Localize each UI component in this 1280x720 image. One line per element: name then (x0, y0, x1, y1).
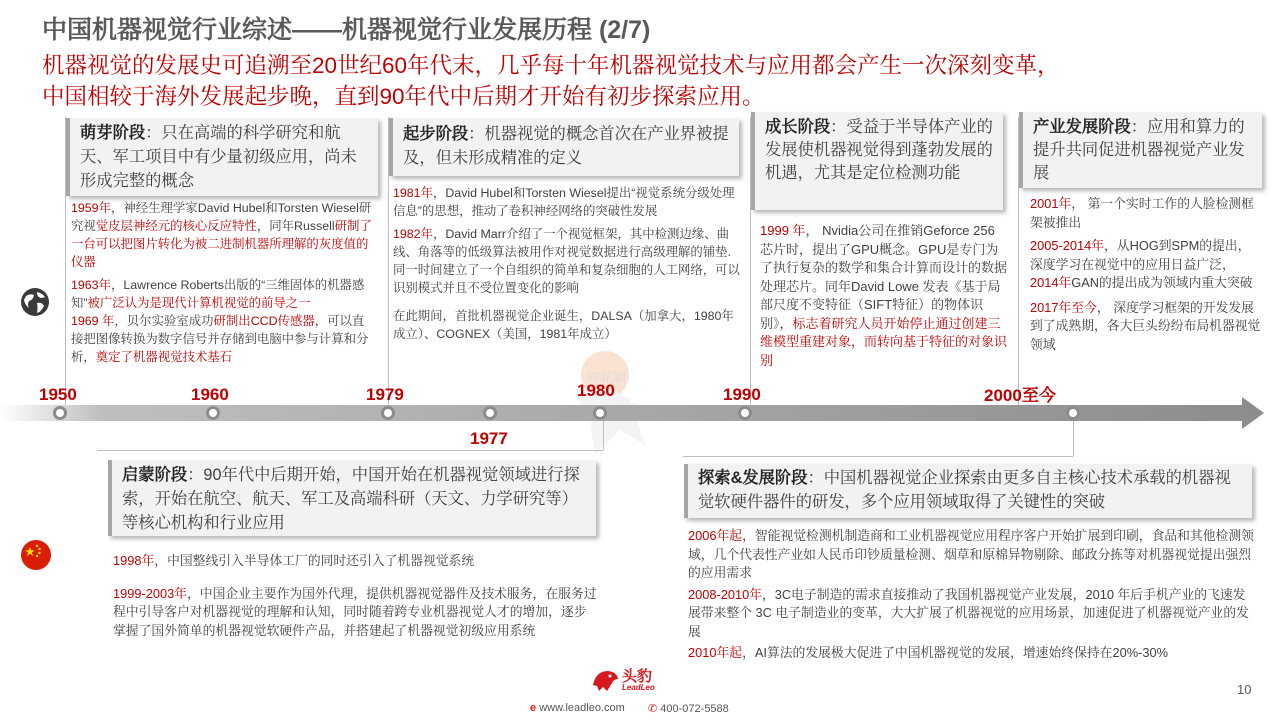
connector-line (97, 450, 603, 451)
event-2005: 2005-2014年，从HOG到SPM的提出，深度学习在视觉中的应用日益广泛，2014年GAN的提出成为领域内重大突破 (1030, 238, 1253, 290)
globe-icon (20, 287, 50, 317)
brand-name-en: LeadLeo (622, 683, 655, 692)
stage-name: 产业发展阶段 (1033, 118, 1131, 136)
timeline-dot-1979 (381, 406, 395, 420)
stage-desc: ：只在高端的科学研究和航天、军工项目中有少量初级应用，尚未形成完整的概念 (80, 124, 357, 190)
subtitle-line-2: 中国相较于海外发展起步晚，直到90年代中后期才开始有初步探索应用。 (42, 84, 765, 109)
event-2006: 2006年起，智能视觉检测机制造商和工业机器视觉应用程序客户开始扩展到印刷，食品和其他检测领域，几个代表性产业如人民币印钞质量检测、烟草和原棉异物剔除、邮政分拣等对机器视觉提出强烈的应用需求 (688, 528, 1254, 580)
web-icon: e (530, 702, 537, 714)
stage-name: 探索&发展阶段 (698, 469, 808, 487)
event-1982: 1982年，David Marr介绍了一个视觉框架，其中检测边缘、曲线、角落等的低级算法被用作对视觉数据进行高级理解的铺垫.同一时间建立了一个自组织的简单和复杂细胞的人工网络，可以识别模式并且不受位置变化的影响 (393, 227, 740, 295)
timeline-dot-2000 (1066, 406, 1080, 420)
event-2001: 2001年， 第一个实时工作的人脸检测框架被推出 (1030, 196, 1254, 230)
website-link[interactable]: e www.leadleo.com (530, 702, 625, 714)
stage-desc: ：受益于半导体产业的发展使机器视觉得到蓬勃发展的机遇，尤其是定位检测功能 (765, 118, 993, 182)
stage-box-exploration (684, 464, 1252, 518)
stage-box-industry (1019, 112, 1262, 188)
events-growth (760, 222, 1007, 370)
china-flag-icon (20, 539, 52, 571)
phone-icon: ✆ (648, 703, 658, 715)
event-2017: 2017年至今， 深度学习框架的开发发展到了成熟期，各大巨头纷纷布局机器视觉领域 (1030, 299, 1261, 352)
timeline-dot-1977 (483, 406, 497, 420)
leadleo-logo (590, 665, 700, 695)
event-first-companies: 在此期间，首批机器视觉企业诞生，DALSA（加拿大，1980年成立）、COGNEX（美国，1981年成立） (393, 309, 734, 341)
stage-desc: ：机器视觉的概念首次在产业界被提及，但未形成精准的定义 (403, 125, 729, 167)
events-enlightenment (113, 552, 598, 640)
subtitle-line-1: 机器视觉的发展史可追溯至20世纪60年代末，几乎每十年机器视觉技术与应用都会产生一次深刻变革， (42, 53, 1060, 78)
stage-box-starting (389, 118, 739, 176)
events-exploration (688, 527, 1254, 663)
stage-box-growth (751, 112, 1003, 210)
event-1981: 1981年，David Hubel和Torsten Wiesel提出“视觉系统分级处理信息”的思想，推动了卷积神经网络的突破性发展 (393, 186, 735, 218)
event-1998: 1998年，中国整线引入半导体工厂的同时还引入了机器视觉系统 (113, 553, 475, 568)
year-label-1960: 1960 (191, 385, 229, 404)
stage-box-budding (66, 118, 378, 196)
event-1999: 1999 年， Nvidia公司在推销Geforce 256芯片时，提出了GPU概念。GPU是专门为了执行复杂的数学和集合计算而设计的数据处理芯片。同年David Lowe 发表《基于局部尺度不变特征（SIFT特征）的物体识别》，标志着研究人员开始停止通过创建三维模型重建对象，而转向基于特征的对象识别 (760, 223, 1008, 368)
event-1969: 1969 年，贝尔实验室成功研制出CCD传感器，可以直接把图像转换为数字信号并存储到电脑中参与计算和分析，奠定了机器视觉技术基石 (71, 314, 369, 364)
year-label-1990: 1990 (723, 385, 761, 404)
event-2010: 2010年起，AI算法的发展极大促进了中国机器视觉的发展，增速始终保持在20%-30% (688, 645, 1168, 660)
events-industry (1030, 195, 1262, 354)
events-budding (71, 199, 376, 366)
stage-name: 起步阶段 (403, 125, 469, 143)
timeline-dot-1990 (738, 406, 752, 420)
page-subtitle (42, 50, 1060, 112)
stage-name: 萌芽阶段 (80, 124, 146, 142)
stage-name: 启蒙阶段 (122, 466, 188, 484)
timeline-dot-1960 (206, 406, 220, 420)
watermark-text-1: 同花顺 (587, 370, 627, 385)
leopard-logo-icon (590, 665, 620, 693)
year-label-1979: 1979 (366, 385, 404, 404)
phone-number: ✆ 400-072-5588 (648, 703, 729, 715)
year-label-1950: 1950 (39, 385, 77, 404)
year-label-2000: 2000至今 (984, 386, 1056, 405)
event-2008-2010: 2008-2010年，3C电子制造的需求直接推动了我国机器视觉产业发展，2010 年后手机产业的飞速发展带来整个 3C 电子制造业的变革，大大扩展了机器视觉的应用场景，加速促进了机器视觉产业的发展 (688, 586, 1249, 639)
event-1959: 1959年，神经生理学家David Hubel和Torsten Wiesel研究视觉皮层神经元的核心反应特性，同年Russell研制了一台可以把图片转化为被二进制机器所理解的灰度值的仪器 (71, 201, 372, 269)
page-number: 10 (1237, 682, 1252, 697)
stage-desc: ：90年代中后期开始，中国开始在机器视觉领域进行探索，开始在航空、航天、军工及高端科研（天文、力学研究等）等核心机构和行业应用 (122, 466, 580, 532)
year-label-1977: 1977 (470, 429, 508, 448)
year-label-1980: 1980 (577, 381, 615, 400)
timeline-dot-1950 (53, 406, 67, 420)
connector-line (683, 456, 1073, 457)
event-1963: 1963年，Lawrence Roberts出版的“三维固体的机器感知”被广泛认为是现代计算机视觉的前导之一 (71, 278, 365, 310)
stage-desc: ：应用和算力的提升共同促进机器视觉产业发展 (1033, 118, 1245, 182)
events-starting (393, 184, 740, 343)
event-1999-2003: 1999-2003年，中国企业主要作为国外代理，提供机器视觉器件及技术服务，在服务过程中引导客户对机器视觉的理解和认知，同时随着跨专业机器视觉人才的增加，逐步掌握了国外简单的机器视觉软硬件产品，并搭建起了机器视觉初级应用系统 (113, 585, 597, 638)
stage-box-enlightenment (108, 460, 596, 536)
timeline-dot-1980 (593, 406, 607, 420)
page-title: 中国机器视觉行业综述——机器视觉行业发展历程 (2/7) (42, 16, 651, 44)
stage-desc: ：中国机器视觉企业探索由更多自主核心技术承载的机器视觉软硬件器件的研发，多个应用领域取得了关键性的突破 (698, 469, 1231, 511)
stage-name: 成长阶段 (765, 118, 831, 136)
brand-name: 头豹 (622, 668, 653, 685)
